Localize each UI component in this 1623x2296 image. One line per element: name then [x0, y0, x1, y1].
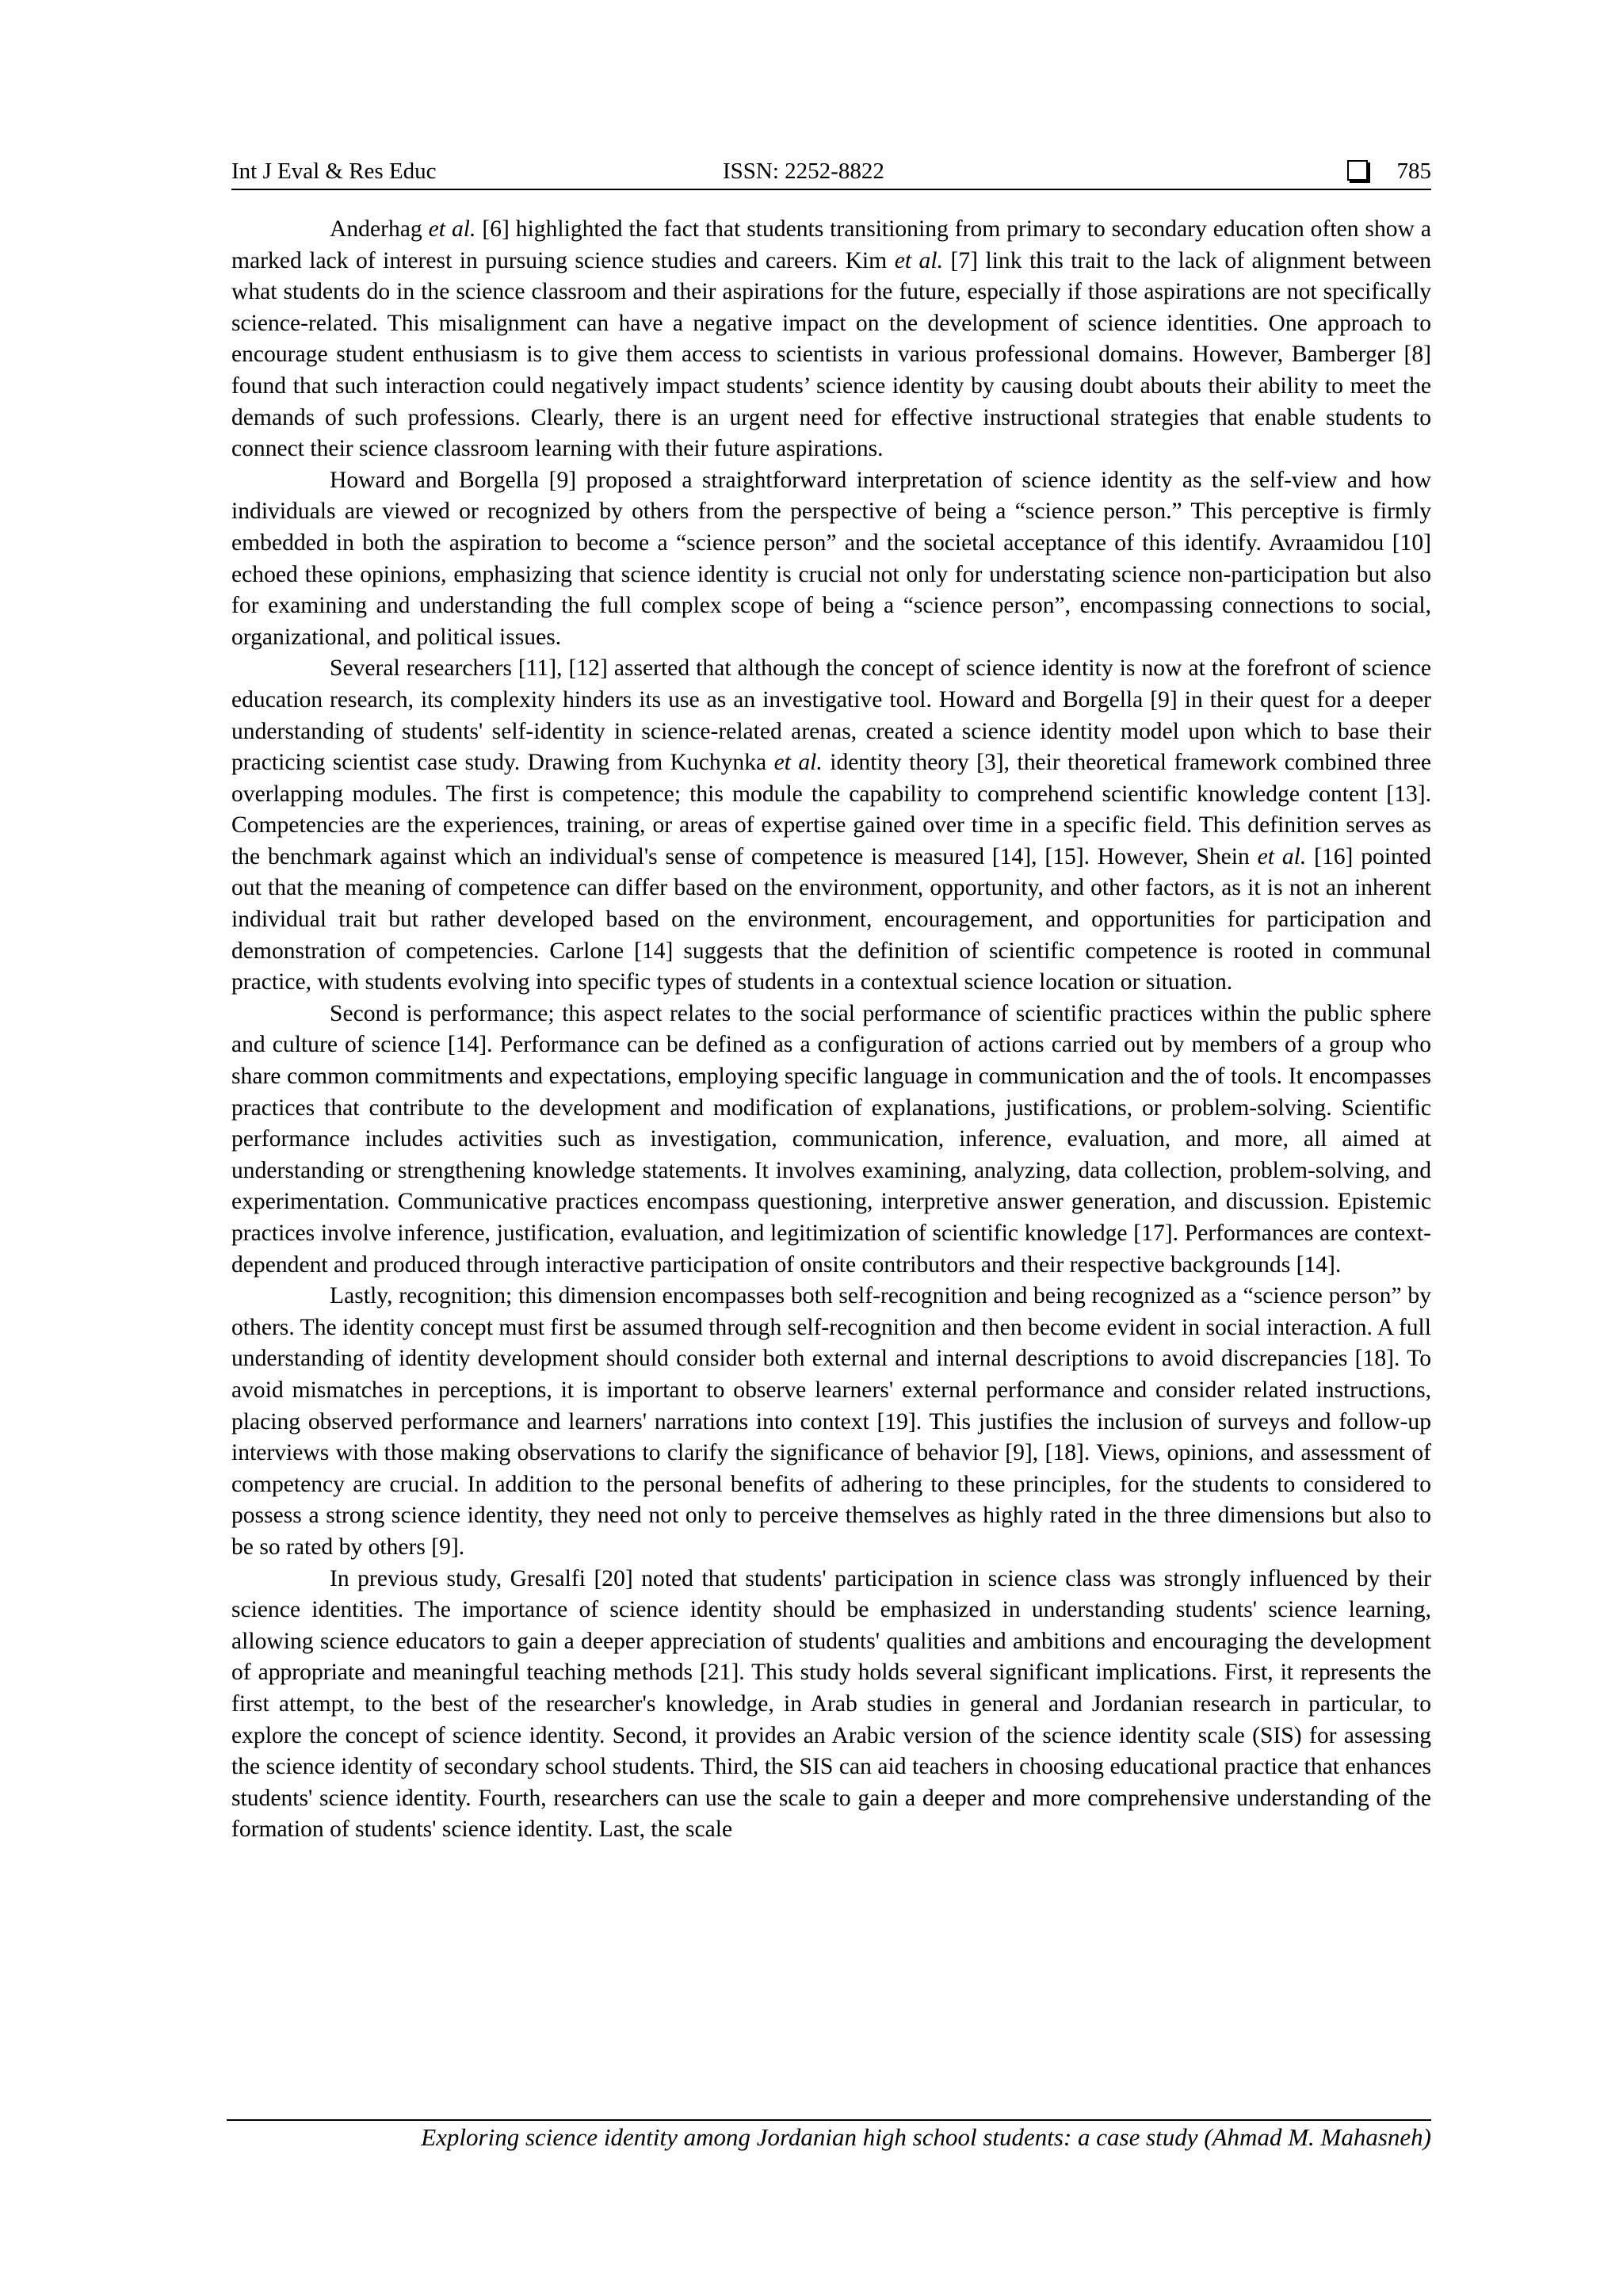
paragraph-6: In previous study, Gresalfi [20] noted that students' participation in science class was strongly influenced by their science identities. The importance of science identity should be emphasized in understanding students' science learning, allowing science educators to gain a deeper appreciation of students' qualities and ambitions and encouraging the development of appropriate and meaningful teaching methods [21]. This study holds several significant implications. First, it represents the first attempt, to the best of the researcher's knowledge, in Arab studies in general and Jordanian research in particular, to explore the concept of science identity. Second, it provides an Arabic version of the science identity scale (SIS) for assessing the science identity of secondary school students. Third, the SIS can aid teachers in choosing educational practice that enhances students' science identity. Fourth, researchers can use the scale to gain a deeper and more comprehensive understanding of the formation of students' science identity. Last, the scale — [231, 1565, 1431, 1843]
body-text — [231, 214, 1431, 1846]
paragraph-3: Several researchers [11], [12] asserted that although the concept of science identity is now at the forefront of science education research, its complexity hinders its use as an investigative tool. Howard and Borgella [9] in their quest for a deeper understanding of students' self-identity in science-related arenas, created a science identity model upon which to base their practicing scientist case study. Drawing from Kuchynka et al. identity theory [3], their theoretical framework combined three overlapping modules. The first is competence; this module the capability to comprehend scientific knowledge content [13]. Competencies are the experiences, training, or areas of expertise gained over time in a specific field. This definition serves as the benchmark against which an individual's sense of competence is measured [14], [15]. However, Shein et al. [16] pointed out that the meaning of competence can differ based on the environment, opportunity, and other factors, as it is not an inherent individual trait but rather developed based on the environment, encouragement, and opportunities for participation and demonstration of competencies. Carlone [14] suggests that the definition of scientific competence is rooted in communal practice, with students evolving into specific types of students in a contextual science location or situation. — [231, 655, 1431, 995]
page-number: 785 — [1396, 159, 1431, 184]
paragraph-2: Howard and Borgella [9] proposed a straightforward interpretation of science identity as the self-view and how individuals are viewed or recognized by others from the perspective of being a “science person.” This perceptive is firmly embedded in both the aspiration to become a “science person” and the societal acceptance of this identify. Avraamidou [10] echoed these opinions, emphasizing that science identity is crucial not only for understating science non-participation but also for examining and understanding the full complex scope of being a “science person”, encompassing connections to social, organizational, and political issues. — [231, 467, 1431, 650]
journal-name: Int J Eval & Res Educ — [231, 159, 437, 184]
issn: ISSN: 2252-8822 — [723, 159, 884, 184]
paragraph-4: Second is performance; this aspect relates to the social performance of scientific practices within the public sphere and culture of science [14]. Performance can be defined as a configuration of actions carried out by members of a group who share common commitments and expectations, employing specific language in communication and the of tools. It encompasses practices that contribute to the development and modification of explanations, justifications, or problem-solving. Scientific performance includes activities such as investigation, communication, inference, evaluation, and more, all aimed at understanding or strengthening knowledge statements. It involves examining, analyzing, data collection, problem-solving, and experimentation. Communicative practices encompass questioning, interpretive answer generation, and discussion. Epistemic practices involve inference, justification, evaluation, and legitimization of scientific knowledge [17]. Performances are context-dependent and produced through interactive participation of onsite contributors and their respective backgrounds [14]. — [231, 1000, 1431, 1278]
running-head — [231, 155, 1431, 190]
paragraph-1: Anderhag et al. [6] highlighted the fact that students transitioning from primary to secondary education often show a marked lack of interest in pursuing science studies and careers. Kim et al. [7] link this trait to the lack of alignment between what students do in the science classroom and their aspirations for the future, especially if those aspirations are not specifically science-related. This misalignment can have a negative impact on the development of science identities. One approach to encourage student enthusiasm is to give them access to scientists in various professional domains. However, Bamberger [8] found that such interaction could negatively impact students’ science identity by causing doubt abouts their ability to meet the demands of such professions. Clearly, there is an urgent need for effective instructional strategies that enable students to connect their science classroom learning with their future aspirations. — [231, 216, 1431, 462]
paragraph-5: Lastly, recognition; this dimension encompasses both self-recognition and being recognized as a “science person” by others. The identity concept must first be assumed through self-recognition and then become evident in social interaction. A full understanding of identity development should consider both external and internal descriptions to avoid discrepancies [18]. To avoid mismatches in perceptions, it is important to observe learners' external performance and consider related instructions, placing observed performance and learners' narrations into context [19]. This justifies the inclusion of surveys and follow-up interviews with those making observations to clarify the significance of behavior [9], [18]. Views, opinions, and assessment of competency are crucial. In addition to the personal benefits of adhering to these principles, for the students to considered to possess a strong science identity, they need not only to perceive themselves as highly rated in the three dimensions but also to be so rated by others [9]. — [231, 1283, 1431, 1560]
square-box-icon — [1347, 160, 1368, 181]
footer-article-title: Exploring science identity among Jordanian high school students: a case study (Ahmad M. Mahasneh) — [421, 2123, 1431, 2151]
